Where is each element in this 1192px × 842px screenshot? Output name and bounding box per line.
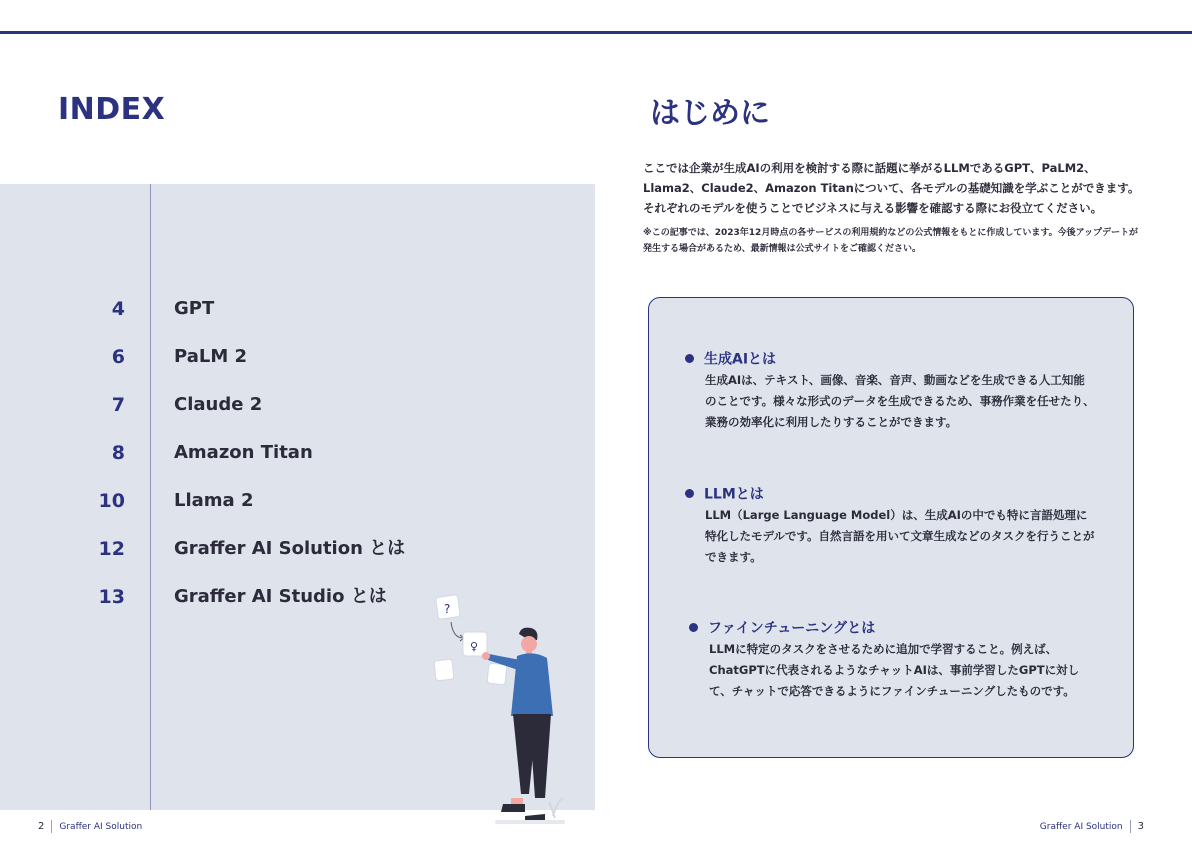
definition-text: LLM（Large Language Model）は、生成AIの中でも特に言語処理に特化したモデルです。自然言語を用いて文章生成などのタスクを行うことができます。 bbox=[705, 508, 1095, 564]
idea-mark-text: ♀ bbox=[470, 640, 479, 653]
toc-item-claude2[interactable] bbox=[0, 390, 595, 420]
definition-text: LLMに特定のタスクをさせるために追加で学習すること。例えば、ChatGPTに代表されるようなチャットAIは、事前学習したGPTに対して、チャットで応答できるようにファインチューニングしたものです。 bbox=[709, 642, 1080, 698]
toc-item-llama2[interactable] bbox=[0, 486, 595, 516]
footer-right bbox=[1040, 820, 1144, 833]
toc-label: Claude 2 bbox=[174, 394, 263, 415]
footer-separator bbox=[51, 820, 52, 833]
footer-brand: Graffer AI Solution bbox=[59, 822, 143, 832]
toc-page-number: 4 bbox=[111, 298, 125, 320]
definition-heading bbox=[685, 348, 776, 369]
toc-label: Amazon Titan bbox=[174, 442, 313, 463]
definition-heading bbox=[689, 617, 875, 638]
toc-item-palm2[interactable] bbox=[0, 342, 595, 372]
blank-card-icon bbox=[487, 663, 507, 685]
toc-label: PaLM 2 bbox=[174, 346, 248, 367]
toc-page-number: 6 bbox=[111, 346, 125, 368]
person-figure bbox=[482, 628, 565, 824]
definition-heading bbox=[685, 483, 764, 504]
intro-note: ※この記事では、2023年12月時点の各サービスの利用規約などの公式情報をもとに作成しています。今後アップデートが発生する場合があるため、最新情報は公式サイトをご確認ください。 bbox=[643, 228, 1138, 254]
definition-text: 生成AIは、テキスト、画像、音楽、音声、動画などを生成できる人工知能のことです。様々な形式のデータを生成できるため、事務作業を任せたり、業務の効率化に利用したりすることができます。 bbox=[705, 373, 1095, 429]
page-number: 3 bbox=[1137, 821, 1144, 832]
bullet-icon bbox=[685, 489, 694, 498]
footer-left bbox=[38, 820, 142, 833]
top-rule bbox=[0, 31, 1192, 34]
footer-separator bbox=[1130, 820, 1131, 833]
bullet-icon bbox=[685, 354, 694, 363]
toc-page-number: 7 bbox=[111, 394, 125, 416]
idea-card-icon bbox=[463, 632, 487, 656]
page-number: 2 bbox=[38, 821, 45, 832]
toc-label: Graffer AI Solution とは bbox=[174, 538, 406, 559]
toc-page-number: 12 bbox=[98, 538, 125, 560]
toc-page-number: 13 bbox=[98, 586, 125, 608]
footer-brand: Graffer AI Solution bbox=[1039, 822, 1123, 832]
person-illustration bbox=[425, 588, 585, 832]
toc-item-gpt[interactable] bbox=[0, 294, 595, 324]
toc-label: GPT bbox=[174, 298, 215, 319]
definition-heading-text: ファインチューニングとは bbox=[708, 620, 876, 637]
definitions-box bbox=[648, 297, 1134, 758]
toc-item-graffer-ai-solution[interactable] bbox=[0, 534, 595, 564]
intro-body: ここでは企業が生成AIの利用を検討する際に話題に挙がるLLMであるGPT、PaLM2、Llama2、Claude2、Amazon Titanについて、各モデルの基礎知識を学ぶことができます。それぞれのモデルを使うことでビジネスに与える影響を確認する際にお役立てください。 bbox=[643, 161, 1140, 215]
toc-label: Graffer AI Studio とは bbox=[174, 586, 387, 607]
definition-heading-text: LLMとは bbox=[704, 486, 764, 503]
index-title: INDEX bbox=[58, 92, 166, 127]
toc-label: Llama 2 bbox=[174, 490, 254, 511]
question-card-icon bbox=[436, 595, 461, 620]
definition-heading-text: 生成AIとは bbox=[704, 351, 777, 368]
question-mark-text: ? bbox=[444, 602, 451, 616]
bullet-icon bbox=[689, 623, 698, 632]
toc-page-number: 8 bbox=[111, 442, 125, 464]
toc-item-amazon-titan[interactable] bbox=[0, 438, 595, 468]
toc-page-number: 10 bbox=[98, 490, 125, 512]
blank-card-icon bbox=[434, 659, 454, 681]
intro-title: はじめに bbox=[650, 96, 770, 131]
